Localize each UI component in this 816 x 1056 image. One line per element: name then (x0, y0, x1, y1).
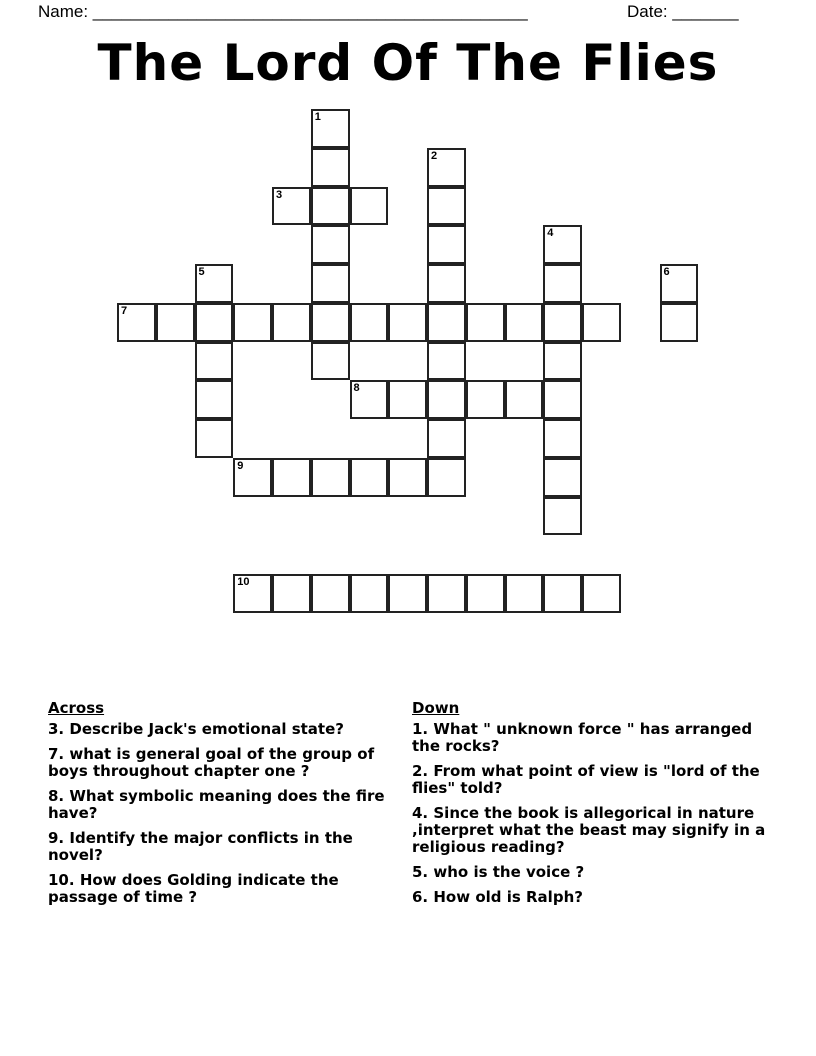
cell-input[interactable] (274, 189, 309, 224)
grid-cell[interactable] (311, 458, 350, 497)
cell-input[interactable] (468, 382, 503, 417)
cell-input[interactable] (352, 189, 387, 224)
cell-input[interactable] (545, 344, 580, 379)
cell-input[interactable] (545, 382, 580, 417)
cell-input[interactable] (313, 344, 348, 379)
cell-input[interactable] (429, 227, 464, 262)
clue-num: 9. (48, 829, 65, 847)
cell-input[interactable] (545, 305, 580, 340)
grid-cell[interactable] (311, 574, 350, 613)
grid-cell[interactable] (311, 109, 350, 148)
cell-input[interactable] (352, 576, 387, 611)
cell-input[interactable] (274, 576, 309, 611)
grid-cell[interactable] (543, 574, 582, 613)
clue-number: 8 (353, 382, 360, 395)
cell-input[interactable] (429, 305, 464, 340)
cell-input[interactable] (313, 189, 348, 224)
grid-cell[interactable] (543, 264, 582, 303)
cell-input[interactable] (545, 227, 580, 262)
clue-text: what is general goal of the group of boys throughout chapter one ? (48, 745, 375, 780)
grid-cell[interactable] (311, 303, 350, 342)
date-field-label: Date: _______ (627, 2, 739, 21)
cell-input[interactable] (390, 460, 425, 495)
clue-num: 5. (412, 863, 429, 881)
grid-cell[interactable] (543, 380, 582, 419)
grid-cell[interactable] (427, 187, 466, 226)
clue-num: 1. (412, 720, 429, 738)
cell-input[interactable] (429, 576, 464, 611)
clue-number: 3 (276, 188, 283, 201)
cell-input[interactable] (429, 382, 464, 417)
grid-cell[interactable] (350, 303, 389, 342)
clue-number: 6 (663, 266, 670, 278)
grid-cell[interactable] (427, 458, 466, 497)
grid-cell[interactable] (350, 574, 389, 613)
across-clues (48, 700, 388, 914)
grid-cell[interactable] (388, 303, 427, 342)
grid-cell[interactable] (350, 380, 389, 419)
page-title: The Lord Of The Flies (97, 34, 719, 92)
cell-input[interactable] (429, 189, 464, 224)
grid-cell[interactable] (582, 574, 621, 613)
clue-number: 1 (314, 111, 321, 123)
cell-input[interactable] (274, 305, 309, 340)
grid-cell[interactable] (195, 419, 234, 458)
down-clue (412, 763, 782, 797)
clue-num: 8. (48, 787, 65, 805)
across-heading: Across (48, 699, 105, 717)
grid-cell[interactable] (272, 574, 311, 613)
clue-text: What symbolic meaning does the fire have? (48, 787, 385, 822)
clue-number: 7 (121, 304, 128, 317)
down-clue (412, 805, 782, 856)
cell-input[interactable] (313, 266, 348, 301)
cell-input[interactable] (429, 150, 464, 185)
cell-input[interactable] (197, 382, 232, 417)
grid-cell[interactable] (466, 574, 505, 613)
cell-input[interactable] (313, 305, 348, 340)
clue-number: 10 (237, 576, 250, 588)
cell-input[interactable] (584, 305, 619, 340)
grid-cell[interactable] (311, 264, 350, 303)
grid-cell[interactable] (195, 264, 234, 303)
grid-cell[interactable] (427, 225, 466, 264)
grid-cell[interactable] (427, 342, 466, 381)
cell-input[interactable] (313, 227, 348, 262)
cell-input[interactable] (429, 266, 464, 301)
clue-text: Identify the major conflicts in the novel? (48, 829, 353, 864)
clue-num: 7. (48, 745, 65, 763)
grid-cell[interactable] (233, 574, 272, 613)
down-clue (412, 721, 782, 755)
grid-cell[interactable] (543, 303, 582, 342)
grid-cell[interactable] (582, 303, 621, 342)
grid-cell[interactable] (427, 574, 466, 613)
grid-cell[interactable] (195, 380, 234, 419)
cell-input[interactable] (545, 421, 580, 456)
cell-input[interactable] (197, 305, 232, 340)
grid-cell[interactable] (466, 380, 505, 419)
clue-text: Since the book is allegorical in nature ,interpret what the beast may signify in a religious reading? (412, 804, 766, 856)
grid-cell[interactable] (195, 303, 234, 342)
cell-input[interactable] (468, 305, 503, 340)
cell-input[interactable] (235, 460, 270, 495)
grid-cell[interactable] (311, 225, 350, 264)
cell-input[interactable] (507, 305, 542, 340)
grid-cell[interactable] (311, 342, 350, 381)
down-clues (412, 700, 782, 914)
cell-input[interactable] (197, 266, 232, 301)
grid-cell[interactable] (543, 458, 582, 497)
clue-num: 6. (412, 888, 429, 906)
cell-input[interactable] (158, 305, 193, 340)
grid-cell[interactable] (156, 303, 195, 342)
grid-cell[interactable] (350, 458, 389, 497)
grid-cell[interactable] (388, 380, 427, 419)
cell-input[interactable] (545, 266, 580, 301)
grid-cell[interactable] (660, 303, 699, 342)
grid-cell[interactable] (311, 148, 350, 187)
cell-input[interactable] (235, 305, 270, 340)
grid-cell[interactable] (427, 148, 466, 187)
grid-cell[interactable] (427, 419, 466, 458)
cell-input[interactable] (390, 305, 425, 340)
cell-input[interactable] (313, 111, 348, 146)
cell-input[interactable] (390, 382, 425, 417)
cell-input[interactable] (390, 576, 425, 611)
across-clue (48, 746, 388, 780)
down-heading: Down (412, 699, 460, 717)
clue-number: 2 (431, 149, 438, 162)
clue-number: 4 (547, 227, 554, 240)
cell-input[interactable] (468, 576, 503, 611)
grid-cell[interactable] (543, 342, 582, 381)
clue-text: From what point of view is "lord of the flies" told? (412, 762, 760, 797)
grid-cell[interactable] (311, 187, 350, 226)
cell-input[interactable] (545, 460, 580, 495)
cell-input[interactable] (197, 421, 232, 456)
across-clue (48, 830, 388, 864)
grid-cell[interactable] (427, 303, 466, 342)
grid-cell[interactable] (272, 458, 311, 497)
cell-input[interactable] (662, 266, 697, 301)
cell-input[interactable] (313, 460, 348, 495)
grid-cell[interactable] (660, 264, 699, 303)
grid-cell[interactable] (543, 497, 582, 536)
grid-cell[interactable] (543, 225, 582, 264)
grid-cell[interactable] (466, 303, 505, 342)
down-clue (412, 864, 782, 881)
cell-input[interactable] (274, 460, 309, 495)
cell-input[interactable] (352, 382, 387, 417)
grid-cell[interactable] (233, 458, 272, 497)
clue-num: 2. (412, 762, 429, 780)
cell-input[interactable] (429, 344, 464, 379)
down-clue (412, 889, 782, 906)
cell-input[interactable] (352, 305, 387, 340)
clue-num: 3. (48, 720, 65, 738)
grid-cell[interactable] (427, 264, 466, 303)
cell-input[interactable] (545, 499, 580, 534)
grid-cell[interactable] (233, 303, 272, 342)
grid-cell[interactable] (388, 574, 427, 613)
across-clue (48, 721, 388, 738)
clue-text: Describe Jack's emotional state? (69, 720, 344, 738)
cell-input[interactable] (507, 382, 542, 417)
cell-input[interactable] (429, 421, 464, 456)
grid-cell[interactable] (505, 380, 544, 419)
clue-number: 9 (237, 459, 244, 472)
grid-cell[interactable] (272, 187, 311, 226)
cell-input[interactable] (507, 576, 542, 611)
grid-cell[interactable] (543, 419, 582, 458)
cell-input[interactable] (545, 576, 580, 611)
cell-input[interactable] (235, 576, 270, 611)
grid-cell[interactable] (195, 342, 234, 381)
clue-text: who is the voice ? (433, 863, 585, 881)
grid-cell[interactable] (350, 187, 389, 226)
cell-input[interactable] (352, 460, 387, 495)
cell-input[interactable] (429, 460, 464, 495)
cell-input[interactable] (313, 576, 348, 611)
cell-input[interactable] (119, 305, 154, 340)
cell-input[interactable] (313, 150, 348, 185)
grid-cell[interactable] (272, 303, 311, 342)
cell-input[interactable] (197, 344, 232, 379)
cell-input[interactable] (584, 576, 619, 611)
clue-number: 5 (198, 266, 205, 278)
across-clue (48, 872, 388, 906)
cell-input[interactable] (662, 305, 697, 340)
grid-cell[interactable] (388, 458, 427, 497)
across-clue (48, 788, 388, 822)
grid-cell[interactable] (505, 303, 544, 342)
name-field-label: Name: ______________________________________________ (38, 2, 528, 21)
clue-text: What " unknown force " has arranged the rocks? (412, 720, 753, 755)
grid-cell[interactable] (427, 380, 466, 419)
grid-cell[interactable] (505, 574, 544, 613)
grid-cell[interactable] (117, 303, 156, 342)
clue-text: How does Golding indicate the passage of time ? (48, 871, 339, 906)
clue-num: 10. (48, 871, 75, 889)
clue-num: 4. (412, 804, 429, 822)
clue-text: How old is Ralph? (433, 888, 583, 906)
